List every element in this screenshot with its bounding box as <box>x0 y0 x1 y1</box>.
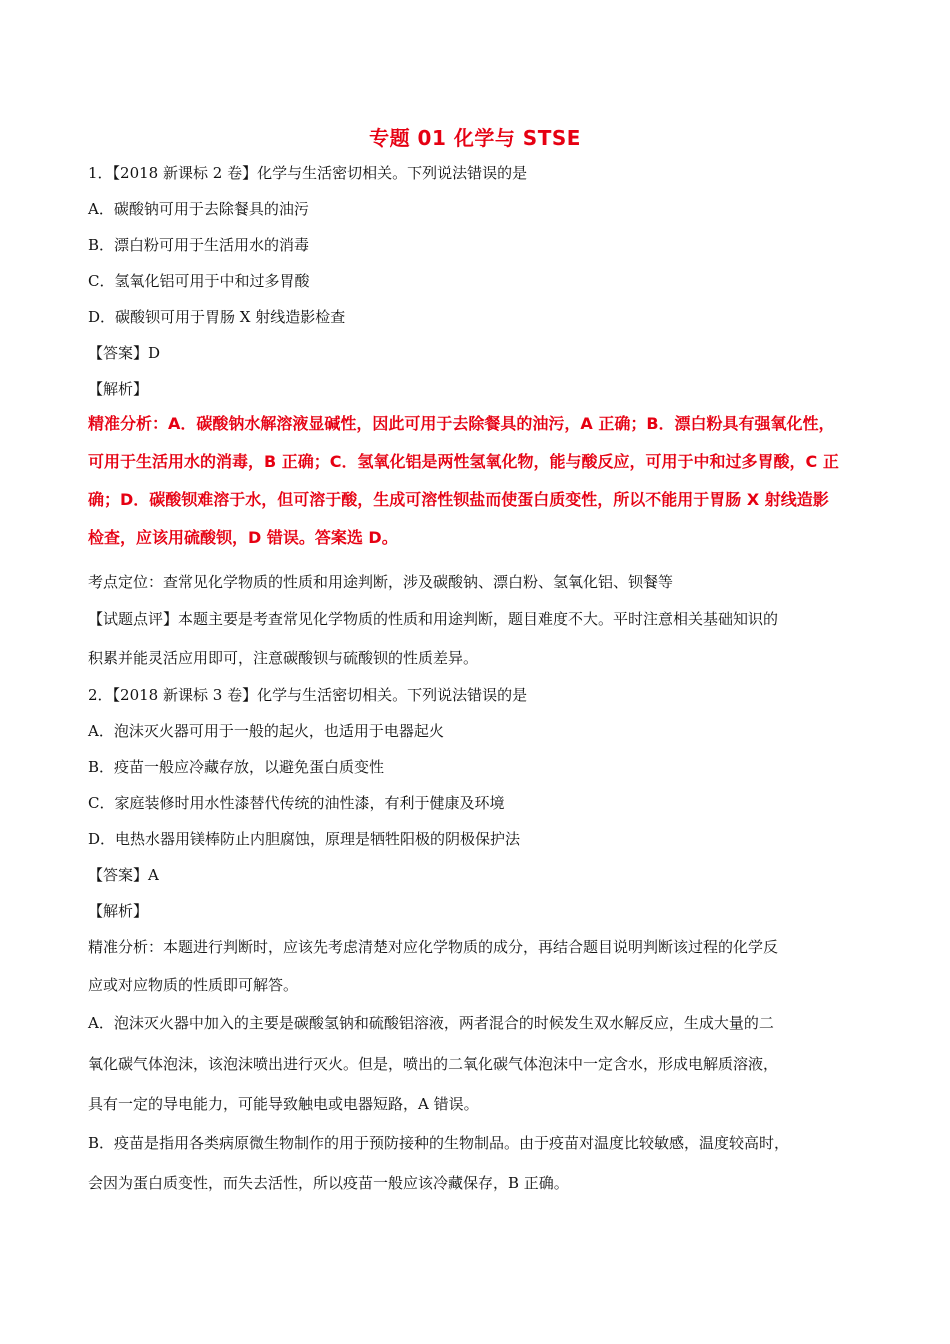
q2-option-b: B．疫苗一般应冷藏存放，以避免蛋白质变性 <box>88 758 385 776</box>
q1-kaodian: 考点定位：查常见化学物质的性质和用途判断，涉及碳酸钠、漂白粉、氢氧化铝、钡餐等 <box>88 573 674 591</box>
q2-analysis-line: A．泡沫灭火器中加入的主要是碳酸氢钠和硫酸铝溶液，两者混合的时候发生双水解反应，生成大量的二 <box>88 1014 774 1032</box>
q2-option-d: D．电热水器用镁棒防止内胆腐蚀，原理是牺牲阳极的阴极保护法 <box>88 830 521 848</box>
q1-option-b: B．漂白粉可用于生活用水的消毒 <box>88 236 310 254</box>
q2-analysis-line: 会因为蛋白质变性，而失去活性，所以疫苗一般应该冷藏保存，B 正确。 <box>88 1174 569 1192</box>
q2-option-c: C．家庭装修时用水性漆替代传统的油性漆，有利于健康及环境 <box>88 794 505 812</box>
q1-analysis-line: 可用于生活用水的消毒，B 正确；C．氢氧化铝是两性氢氧化物，能与酸反应，可用于中和过多胃酸，C 正 <box>88 452 839 471</box>
q1-analysis-label: 【解析】 <box>88 380 149 398</box>
q1-answer: 【答案】D <box>88 344 161 362</box>
q1-option-d: D．碳酸钡可用于胃肠 X 射线造影检查 <box>88 308 346 326</box>
q1-option-c: C．氢氧化铝可用于中和过多胃酸 <box>88 272 310 290</box>
q2-option-a: A．泡沫灭火器可用于一般的起火，也适用于电器起火 <box>88 722 444 740</box>
q1-dianping-line: 【试题点评】本题主要是考查常见化学物质的性质和用途判断，题目难度不大。平时注意相关基础知识的 <box>88 610 779 628</box>
q2-analysis-line: 氧化碳气体泡沫，该泡沫喷出进行灭火。但是，喷出的二氧化碳气体泡沫中一定含水，形成电解质溶液， <box>88 1055 779 1073</box>
q1-stem: 1．【2018 新课标 2 卷】化学与生活密切相关。下列说法错误的是 <box>88 164 528 182</box>
q2-stem: 2．【2018 新课标 3 卷】化学与生活密切相关。下列说法错误的是 <box>88 686 528 704</box>
q1-analysis-line: 检查，应该用硫酸钡，D 错误。答案选 D。 <box>88 528 398 547</box>
q2-analysis-line: B．疫苗是指用各类病原微生物制作的用于预防接种的生物制品。由于疫苗对温度比较敏感，温度较高时， <box>88 1134 790 1152</box>
q1-analysis-line: 确；D．碳酸钡难溶于水，但可溶于酸，生成可溶性钡盐而使蛋白质变性，所以不能用于胃肠 X 射线造影 <box>88 490 829 509</box>
q2-analysis-line: 应或对应物质的性质即可解答。 <box>88 976 299 994</box>
q1-option-a: A．碳酸钠可用于去除餐具的油污 <box>88 200 309 218</box>
q2-analysis-line: 精准分析：本题进行判断时，应该先考虑清楚对应化学物质的成分，再结合题目说明判断该过程的化学反 <box>88 938 779 956</box>
page-title: 专题 01 化学与 STSE <box>369 126 581 150</box>
q2-analysis-line: 具有一定的导电能力，可能导致触电或电器短路，A 错误。 <box>88 1095 479 1113</box>
q1-dianping-line: 积累并能灵活应用即可，注意碳酸钡与硫酸钡的性质差异。 <box>88 649 479 667</box>
q2-answer: 【答案】A <box>88 866 159 884</box>
q2-analysis-label: 【解析】 <box>88 902 149 920</box>
q1-analysis-line: 精准分析：A．碳酸钠水解溶液显碱性，因此可用于去除餐具的油污，A 正确；B．漂白粉具有强氧化性， <box>88 414 835 433</box>
